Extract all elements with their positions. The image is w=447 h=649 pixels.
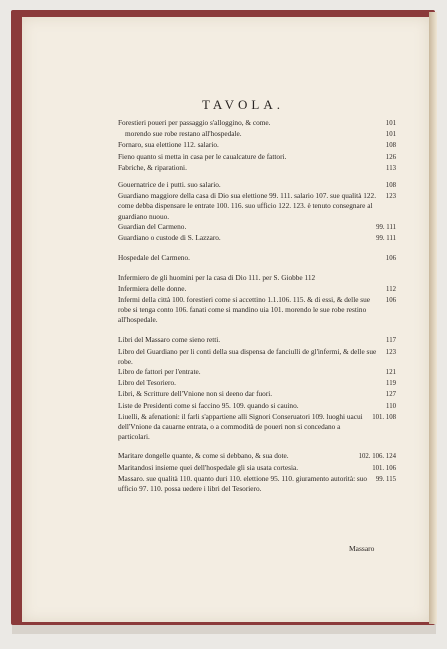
entry-page-ref: 99. 115 — [375, 475, 396, 483]
index-entry — [118, 335, 396, 346]
entry-text: Hospedale del Carmeno. — [118, 253, 190, 263]
entry-text: Infermi della città 100. forestieri come si accettino 1.1.106. 115. & di essi, & delle sue robe si tenga conto 106. fanati come si mandino uia 101. morendo le sue robe restino all'hospedale. — [118, 294, 371, 325]
entry-text: Gouernatrice de i putti. suo salario. — [118, 180, 221, 190]
index-entry — [118, 451, 396, 462]
index-group — [118, 451, 396, 494]
entry-text: Maritandosi insieme quei dell'hospedale gli sia usata cortesia. — [118, 462, 299, 472]
entry-text: Liuelli, & afenationi: il farli s'appartiene alli Signori Conseruatori 109. luoghi uacui dell'Vnione da cauarne entrata, o a commodità de poueri non si concedano a particolari. — [118, 411, 363, 442]
entry-text: morendo sue robe restano all'hospedale. — [125, 129, 242, 139]
entry-text: Libro del Tesoriero. — [118, 378, 176, 388]
index-group — [118, 118, 396, 174]
group-spacer — [118, 264, 396, 273]
index-entry — [118, 233, 396, 244]
index-entry — [118, 389, 396, 400]
index-entry — [118, 367, 396, 378]
book-page — [22, 17, 429, 622]
index-entry — [118, 378, 396, 389]
entry-text: Infermiera delle donne. — [118, 283, 187, 293]
index-entry — [118, 163, 396, 174]
index-group — [118, 180, 396, 244]
entry-page-ref: 117 — [386, 337, 396, 345]
index-entry — [118, 284, 396, 295]
entry-text: Libro del Guardiano per li conti della sua dispensa de fanciulli de gl'infermi, & delle sue robe. — [118, 346, 377, 366]
entry-page-ref: 108 — [385, 142, 396, 150]
index-entry — [118, 401, 396, 412]
entry-text: Guardian del Carmeno. — [118, 221, 187, 231]
index-entry — [118, 180, 396, 191]
entry-page-ref: 112 — [386, 285, 396, 293]
index-entry — [118, 412, 396, 443]
index-group — [118, 335, 396, 442]
page-heading: TAVOLA. — [202, 97, 284, 112]
index-entry — [118, 118, 396, 129]
entry-page-ref: 121 — [385, 369, 396, 377]
catchword: Massaro — [349, 544, 375, 553]
entry-page-ref: 126 — [385, 153, 396, 161]
entry-page-ref: 106 — [385, 296, 396, 304]
index-entry — [118, 273, 396, 283]
entry-text: Libro de fattori per l'entrate. — [118, 367, 201, 377]
entry-page-ref: 101. 106 — [372, 464, 396, 472]
index-group — [118, 273, 396, 325]
entry-page-ref: 108 — [385, 182, 396, 190]
entry-text: Massaro. sue qualità 110. quanto duri 110. elettione 95. 110. giuramento autorità: suo ufficio 97. 110. possa uedere i libri del Tesoriero. — [118, 473, 368, 494]
index-entry — [118, 463, 396, 474]
entry-page-ref: 123 — [385, 193, 396, 201]
entry-page-ref: 99. 111 — [376, 235, 396, 243]
entry-page-ref: 101 — [385, 131, 396, 139]
index-content — [118, 118, 396, 494]
index-group — [118, 253, 396, 264]
index-entry — [118, 222, 396, 233]
entry-text: Guardiano maggiore della casa di Dio sua elettione 99. 111. salario 107. sue qualità 122. come debba dispensare le entrate 100. 116. suo ufficio 122. 123. è tenuto consegnare al guardiano nuouo. — [118, 191, 377, 221]
entry-text: Fieno quanto si metta in casa per le caualcature de fattori. — [118, 151, 287, 161]
entry-page-ref: 101. 108 — [372, 413, 396, 421]
entry-page-ref: 113 — [386, 164, 396, 172]
entry-text: Fabriche, & riparationi. — [118, 162, 187, 172]
group-spacer — [118, 244, 396, 253]
index-entry — [118, 152, 396, 163]
group-spacer — [118, 442, 396, 451]
entry-text: Forestieri poueri per passaggio s'alloggino, & come. — [118, 118, 271, 127]
entry-page-ref: 102. 106. 124 — [358, 453, 396, 461]
entry-page-ref: 101 — [385, 120, 396, 127]
index-entry — [118, 295, 396, 326]
entry-text: Maritare dongelle quante, & come si debbano, & sua dote. — [118, 451, 289, 461]
entry-page-ref: 127 — [385, 391, 396, 399]
index-entry — [118, 140, 396, 151]
entry-text: Guardiano o custode di S. Lazzaro. — [118, 233, 221, 243]
entry-page-ref: 99. 111 — [376, 223, 396, 231]
index-entry — [118, 474, 396, 494]
index-entry — [118, 129, 396, 140]
entry-text: Libri del Massaro come sieno retti. — [118, 335, 221, 345]
entry-text: Infermiero de gli huomini per la casa di Dio 111. per S. Giobbe 112 — [118, 273, 316, 283]
entry-text: Liste de Presidenti come si faccino 95. 109. quando si cauino. — [118, 400, 299, 410]
index-entry — [118, 253, 396, 264]
page-edge — [429, 12, 437, 624]
index-entry — [118, 347, 396, 367]
index-entry — [118, 191, 396, 222]
entry-page-ref: 110 — [386, 402, 396, 410]
entry-text: Libri, & Scritture dell'Vnione non si deeno dar fuori. — [118, 389, 273, 399]
entry-page-ref: 123 — [385, 348, 396, 356]
entry-text: Fornaro, sua elettione 112. salario. — [118, 140, 219, 150]
entry-page-ref: 106 — [385, 255, 396, 263]
group-spacer — [118, 325, 396, 335]
entry-page-ref: 119 — [386, 380, 396, 388]
